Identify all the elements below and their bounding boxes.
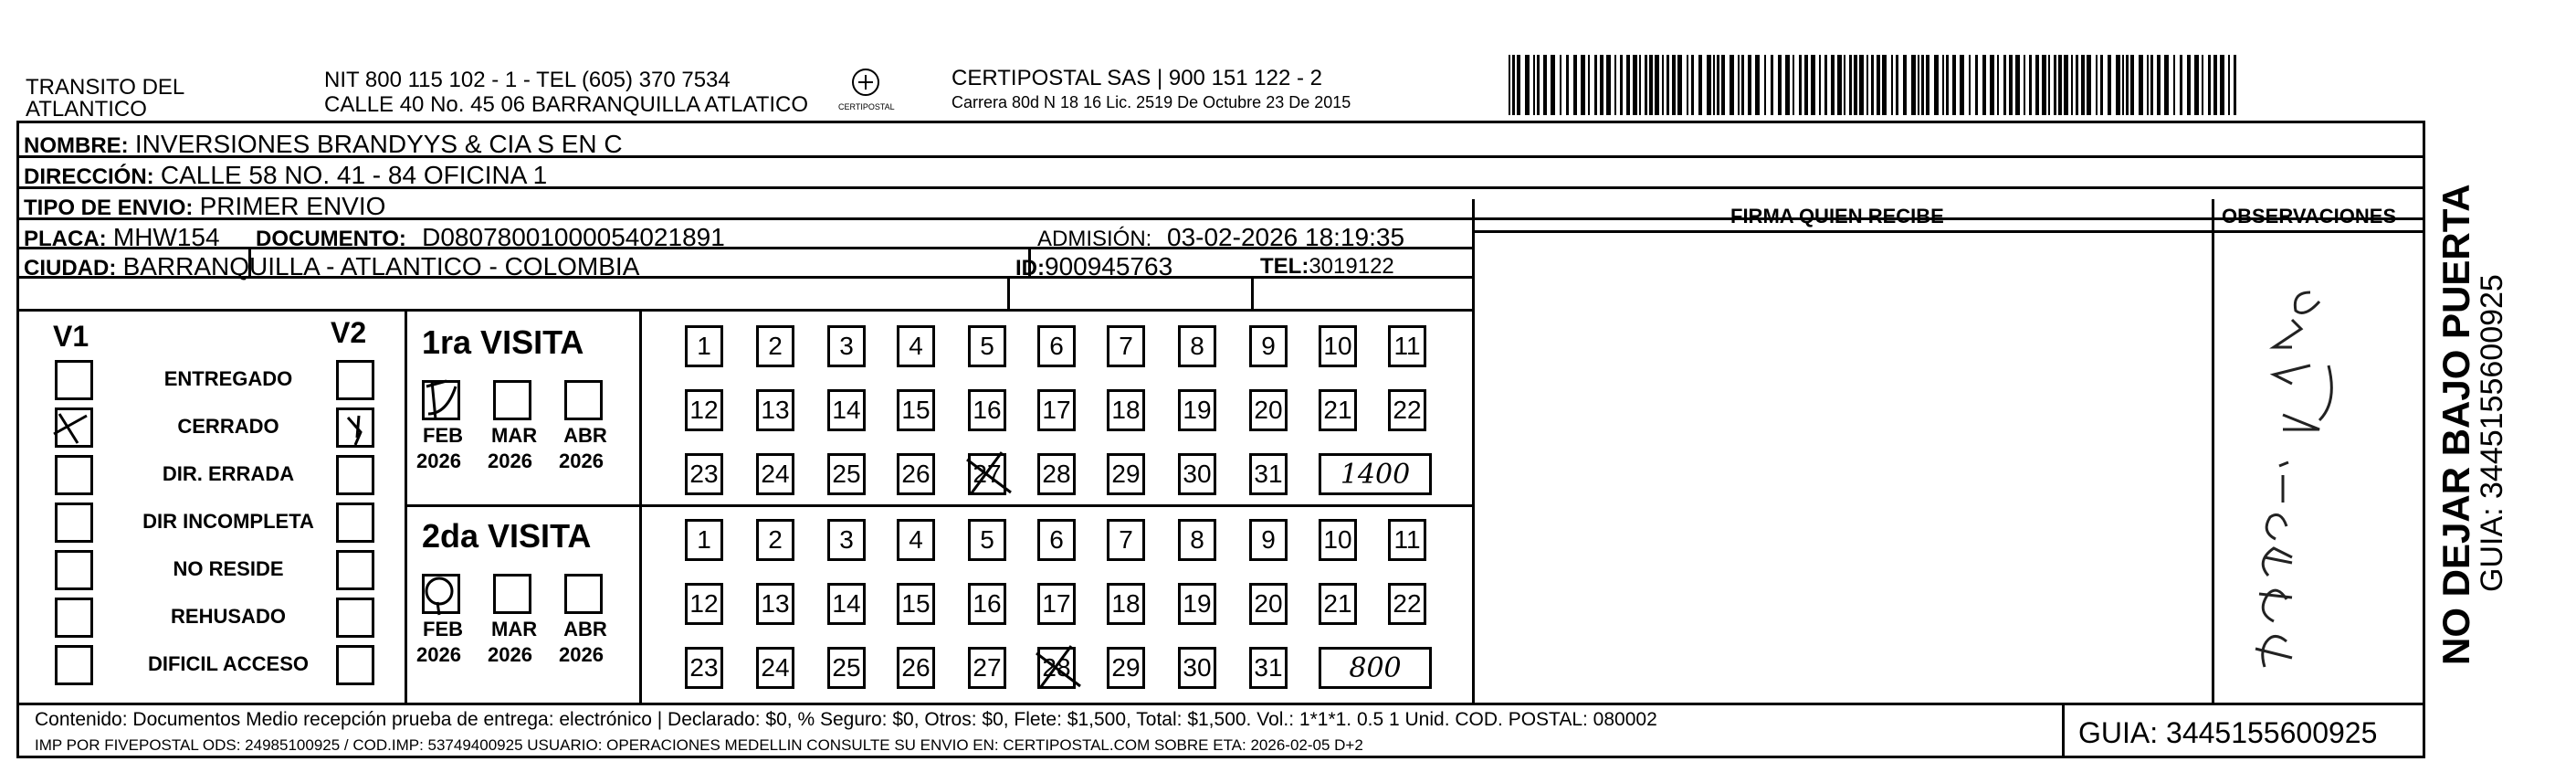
v2-checkbox[interactable]	[336, 455, 374, 495]
first-day-box[interactable]: 3	[827, 325, 866, 367]
second-day-box[interactable]: 15	[897, 583, 935, 625]
reason-label: DIR INCOMPLETA	[142, 510, 314, 533]
first-day-box[interactable]: 17	[1037, 389, 1076, 431]
imp-line: IMP POR FIVEPOSTAL ODS: 24985100925 / COD.IMP: 53749400925 USUARIO: OPERACIONES MEDELLIN CONSULTE SU ENVIO EN: CERTIPOSTAL.COM SOBRE ETA: 2026-02-05 D+2	[35, 736, 1363, 754]
second-day-box[interactable]: 12	[685, 583, 723, 625]
v1-checkbox[interactable]	[55, 360, 93, 400]
reason-label: DIR. ERRADA	[162, 462, 295, 485]
first-day-box[interactable]: 12	[685, 389, 723, 431]
v2-checkbox[interactable]	[336, 645, 374, 685]
v1-checkbox[interactable]	[55, 503, 93, 543]
reason-label: NO RESIDE	[173, 557, 284, 580]
second-day-box[interactable]: 18	[1107, 583, 1145, 625]
license-line: Carrera 80d N 18 16 Lic. 2519 De Octubre 23 De 2015	[952, 93, 1351, 111]
second-day-box[interactable]: 9	[1249, 519, 1288, 561]
tipo-envio-field: TIPO DE ENVIO: PRIMER ENVIO	[24, 192, 386, 220]
reason-label: REHUSADO	[171, 605, 286, 628]
first-day-box[interactable]: 7	[1107, 325, 1145, 367]
first-day-box[interactable]: 21	[1319, 389, 1357, 431]
contenido-line: Contenido: Documentos Medio recepción prueba de entrega: electrónico | Declarado: $0, % Seguro: $0, Otros: $0, Flete: $1,500, Total: $1,500. Vol.: 1*1*1. 0.5 1 Unid. COD. POSTAL: 080002	[35, 709, 1657, 730]
first-day-box[interactable]: 26	[897, 453, 935, 495]
first-day-box[interactable]: 9	[1249, 325, 1288, 367]
second-day-box[interactable]: 29	[1107, 647, 1145, 689]
second-day-box[interactable]: 13	[756, 583, 794, 625]
first-day-box-marked[interactable]: 27	[968, 453, 1006, 495]
reason-label: DIFICIL ACCESO	[147, 652, 309, 675]
second-day-box[interactable]: 17	[1037, 583, 1076, 625]
direccion-field: DIRECCIÓN: CALLE 58 NO. 41 - 84 OFICINA 1	[24, 161, 548, 189]
issuer-name-line-2: ATLANTICO	[26, 97, 147, 122]
first-day-box[interactable]: 5	[968, 325, 1006, 367]
second-year-label: 2026	[416, 643, 461, 666]
v2-header: V2	[331, 316, 367, 349]
first-month-checkbox[interactable]	[564, 380, 603, 420]
v1-checkbox[interactable]	[55, 550, 93, 590]
second-day-box[interactable]: 2	[756, 519, 794, 561]
second-day-box[interactable]: 27	[968, 647, 1006, 689]
second-day-box[interactable]: 5	[968, 519, 1006, 561]
second-day-box[interactable]: 31	[1249, 647, 1288, 689]
company-line: CERTIPOSTAL SAS | 900 151 122 - 2	[952, 66, 1322, 90]
side-guia: GUIA: 3445155600925	[2475, 274, 2509, 592]
placa-field: PLACA: MHW154	[24, 223, 220, 251]
first-day-box[interactable]: 18	[1107, 389, 1145, 431]
first-month-label: FEB	[423, 424, 463, 447]
first-day-box[interactable]: 6	[1037, 325, 1076, 367]
first-day-box[interactable]: 22	[1388, 389, 1426, 431]
first-day-box[interactable]: 16	[968, 389, 1006, 431]
second-day-box[interactable]: 1	[685, 519, 723, 561]
v2-checkbox-cerrado-marked[interactable]	[336, 407, 374, 448]
certipostal-logo: CERTIPOSTAL	[838, 66, 893, 117]
nit-line: NIT 800 115 102 - 1 - TEL (605) 370 7534	[324, 68, 731, 92]
first-month-label: ABR	[563, 424, 607, 447]
second-visit-title: 2da VISITA	[422, 517, 592, 555]
second-day-box[interactable]: 20	[1249, 583, 1288, 625]
second-day-box[interactable]: 24	[756, 647, 794, 689]
id-field: ID:900945763	[1015, 252, 1173, 280]
second-day-box[interactable]: 22	[1388, 583, 1426, 625]
first-year-label: 2026	[488, 450, 532, 472]
second-year-label: 2026	[488, 643, 532, 666]
first-day-box[interactable]: 30	[1178, 453, 1216, 495]
first-day-box[interactable]: 31	[1249, 453, 1288, 495]
barcode	[1507, 55, 2242, 115]
address-line: CALLE 40 No. 45 06 BARRANQUILLA ATLATICO	[324, 92, 809, 117]
second-day-box[interactable]: 10	[1319, 519, 1357, 561]
issuer-name-line-1: TRANSITO DEL	[26, 75, 185, 100]
v2-checkbox[interactable]	[336, 503, 374, 543]
v1-checkbox[interactable]	[55, 645, 93, 685]
second-day-box[interactable]: 3	[827, 519, 866, 561]
first-day-box[interactable]: 13	[756, 389, 794, 431]
second-year-label: 2026	[559, 643, 604, 666]
second-day-box[interactable]: 23	[685, 647, 723, 689]
reason-label: ENTREGADO	[163, 367, 293, 390]
first-day-box[interactable]: 14	[827, 389, 866, 431]
first-day-box[interactable]: 23	[685, 453, 723, 495]
first-year-label: 2026	[416, 450, 461, 472]
first-visit-time-box[interactable]: 1400	[1319, 453, 1432, 495]
first-month-checkbox[interactable]	[493, 380, 531, 420]
second-month-checkbox[interactable]	[493, 574, 531, 614]
first-day-box[interactable]: 10	[1319, 325, 1357, 367]
second-day-box[interactable]: 7	[1107, 519, 1145, 561]
v1-checkbox[interactable]	[55, 598, 93, 638]
first-day-box[interactable]: 11	[1388, 325, 1426, 367]
observaciones-header: OBSERVACIONES	[2222, 205, 2397, 227]
v1-header: V1	[53, 320, 89, 353]
second-month-checkbox[interactable]	[564, 574, 603, 614]
second-day-box[interactable]: 26	[897, 647, 935, 689]
second-month-checkbox-feb-marked[interactable]	[422, 574, 460, 614]
first-month-checkbox-feb-marked[interactable]	[422, 380, 460, 420]
second-month-label: MAR	[491, 618, 538, 640]
v1-checkbox-cerrado-marked[interactable]	[55, 407, 93, 448]
first-day-box[interactable]: 15	[897, 389, 935, 431]
first-year-label: 2026	[559, 450, 604, 472]
second-day-box[interactable]: 6	[1037, 519, 1076, 561]
firma-header: FIRMA QUIEN RECIBE	[1730, 205, 1944, 227]
footer-guia: GUIA: 3445155600925	[2078, 716, 2378, 749]
first-day-box[interactable]: 8	[1178, 325, 1216, 367]
second-day-box[interactable]: 19	[1178, 583, 1216, 625]
second-day-box[interactable]: 4	[897, 519, 935, 561]
second-day-box[interactable]: 11	[1388, 519, 1426, 561]
v2-checkbox[interactable]	[336, 550, 374, 590]
second-day-box[interactable]: 21	[1319, 583, 1357, 625]
first-day-box[interactable]: 4	[897, 325, 935, 367]
first-day-box[interactable]: 28	[1037, 453, 1076, 495]
tel-field: TEL:3019122	[1260, 254, 1394, 279]
second-visit-time-box[interactable]: 800	[1319, 647, 1432, 689]
second-day-box-marked[interactable]: 28	[1037, 647, 1076, 689]
second-month-label: FEB	[423, 618, 463, 640]
second-day-box[interactable]: 14	[827, 583, 866, 625]
second-day-box[interactable]: 8	[1178, 519, 1216, 561]
first-day-box[interactable]: 20	[1249, 389, 1288, 431]
first-day-box[interactable]: 19	[1178, 389, 1216, 431]
first-day-box[interactable]: 25	[827, 453, 866, 495]
second-day-box[interactable]: 25	[827, 647, 866, 689]
second-day-box[interactable]: 16	[968, 583, 1006, 625]
first-day-box[interactable]: 29	[1107, 453, 1145, 495]
second-day-box[interactable]: 30	[1178, 647, 1216, 689]
v2-checkbox[interactable]	[336, 360, 374, 400]
v2-checkbox[interactable]	[336, 598, 374, 638]
first-day-box[interactable]: 1	[685, 325, 723, 367]
first-day-box[interactable]: 24	[756, 453, 794, 495]
v1-checkbox[interactable]	[55, 455, 93, 495]
reason-label: CERRADO	[177, 415, 279, 438]
nombre-field: NOMBRE: INVERSIONES BRANDYYS & CIA S EN C	[24, 130, 623, 158]
first-month-label: MAR	[491, 424, 538, 447]
first-day-box[interactable]: 2	[756, 325, 794, 367]
documento-field: DOCUMENTO: D08078001000054021891	[256, 223, 725, 251]
first-visit-title: 1ra VISITA	[422, 323, 584, 361]
second-month-label: ABR	[563, 618, 607, 640]
no-dejar-warning: NO DEJAR BAJO PUERTA	[2434, 184, 2477, 665]
ciudad-field: CIUDAD: BARRANQUILLA - ATLANTICO - COLOMBIA	[24, 252, 640, 280]
observaciones-handwriting	[2228, 238, 2411, 704]
admision-field: ADMISIÓN: 03-02-2026 18:19:35	[1037, 223, 1405, 251]
